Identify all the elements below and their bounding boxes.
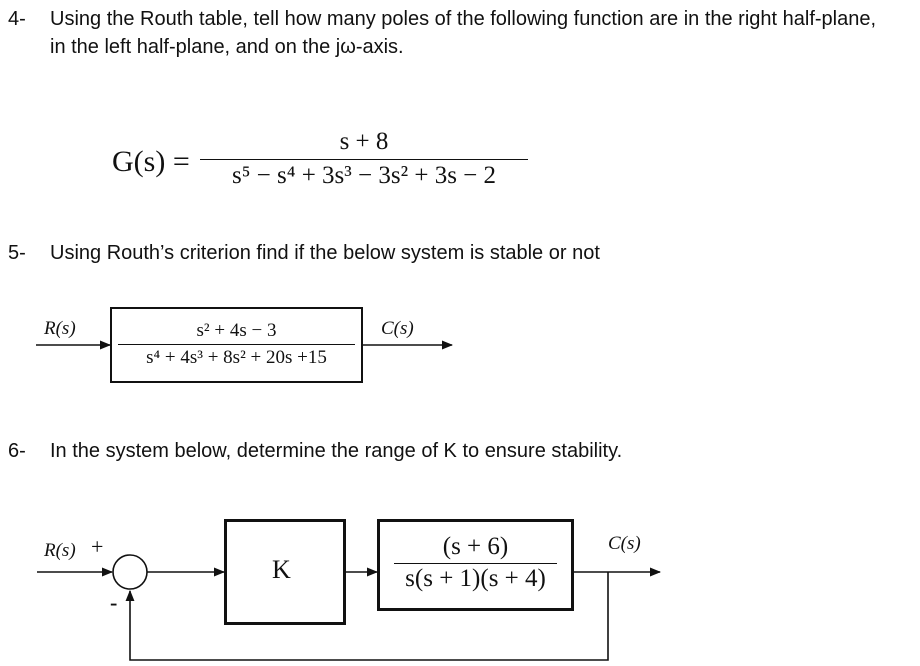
summing-plus-sign: +	[91, 534, 104, 559]
question-6-text: In the system below, determine the range of K to ensure stability.	[50, 440, 623, 462]
summing-junction	[113, 555, 147, 589]
q4-denominator: s⁵ − s⁴ + 3s³ − 3s² + 3s − 2	[231, 162, 497, 189]
plant-numerator: (s + 6)	[442, 533, 509, 560]
q5-input-label: R(s)	[44, 318, 76, 339]
q5-transfer-function-fraction	[118, 320, 355, 369]
q5-fraction-bar	[118, 344, 355, 345]
q5-numerator: s² + 4s − 3	[196, 320, 277, 341]
q5-output-label: C(s)	[381, 318, 414, 339]
q6-input-label: R(s)	[44, 540, 76, 561]
question-5-text: Using Routh’s criterion find if the below system is stable or not	[50, 242, 600, 264]
gain-label: K	[272, 555, 291, 584]
q4-numerator: s + 8	[339, 128, 389, 155]
plant-denominator: s(s + 1)(s + 4)	[405, 565, 546, 592]
q5-denominator: s⁴ + 4s³ + 8s² + 20s +15	[146, 347, 327, 368]
plant-transfer-function-fraction	[384, 533, 567, 593]
question-4-text-line1: Using the Routh table, tell how many poles of the following function are in the right half-plane,	[50, 8, 877, 30]
question-6-number: 6-	[8, 440, 26, 462]
summing-minus-sign: -	[110, 590, 118, 615]
q6-output-label: C(s)	[608, 533, 641, 554]
question-4-number: 4-	[8, 8, 26, 30]
question-4-text-line2: in the left half-plane, and on the jω-axis.	[50, 36, 404, 58]
question-5-number: 5-	[8, 242, 26, 264]
plant-fraction-bar	[394, 563, 557, 564]
q4-transfer-function-lhs: G(s) =	[112, 145, 190, 178]
